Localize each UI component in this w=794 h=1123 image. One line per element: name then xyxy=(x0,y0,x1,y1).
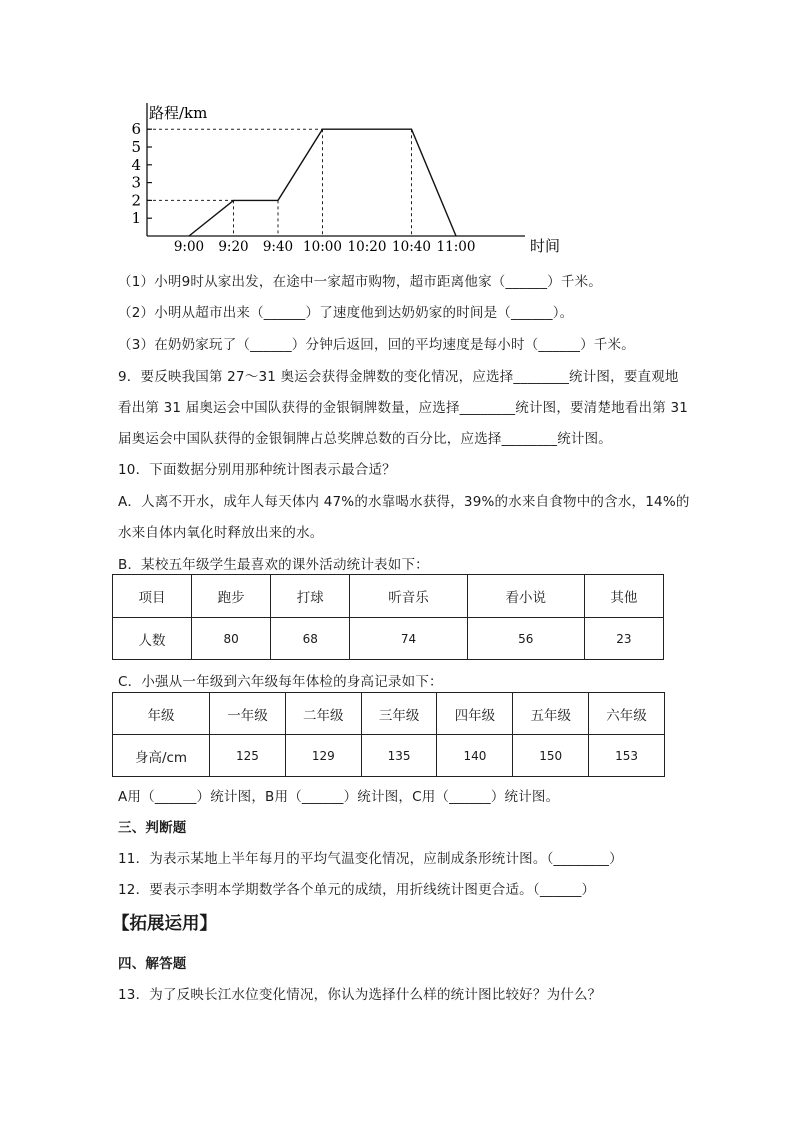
y-axis-label: 路程/km xyxy=(149,104,208,122)
q9-line3: 届奥运会中国队获得的金银铜牌占总奖牌总数的百分比，应选择________统计图。 xyxy=(118,431,612,447)
x-tick-label: 9:40 xyxy=(262,239,294,255)
table-cell: 一年级 xyxy=(210,693,286,735)
y-tick-label: 3 xyxy=(131,173,141,192)
q9-line2: 看出第 31 届奥运会中国队获得的金银铜牌数量，应选择________统计图，要清楚地看出第 31 xyxy=(118,400,689,416)
table-cell: 23 xyxy=(584,618,663,660)
x-tick-label: 10:00 xyxy=(303,239,342,255)
q9-line1: 9．要反映我国第 27～31 奥运会获得金牌数的变化情况，应选择________统计图，要直观地 xyxy=(118,369,679,385)
table-cell: 135 xyxy=(361,735,437,777)
x-tick-label: 10:40 xyxy=(392,239,431,255)
y-tick-label: 1 xyxy=(131,209,141,228)
table-cell: 二年级 xyxy=(285,693,361,735)
table-cell: 四年级 xyxy=(437,693,513,735)
table-cell: 打球 xyxy=(271,575,350,618)
table-c xyxy=(112,692,665,777)
q10-title: 10．下面数据分别用那种统计图表示最合适？ xyxy=(118,462,396,478)
q10-a-line2: 水来自体内氧化时释放出来的水。 xyxy=(118,525,324,541)
table-cell: 人数 xyxy=(113,618,192,660)
table-cell: 150 xyxy=(513,735,589,777)
table-cell: 56 xyxy=(467,618,584,660)
x-tick-label: 9:00 xyxy=(173,239,205,255)
table-cell: 68 xyxy=(271,618,350,660)
table-cell: 125 xyxy=(210,735,286,777)
x-tick-label: 10:20 xyxy=(347,239,387,255)
y-tick-label: 6 xyxy=(131,120,141,139)
table-cell: 年级 xyxy=(113,693,210,735)
table-row xyxy=(113,693,665,735)
table-cell: 看小说 xyxy=(467,575,584,618)
q8-part2: （2）小明从超市出来（______）了速度他到达奶奶家的时间是（______）。 xyxy=(118,305,574,321)
x-tick-label: 11:00 xyxy=(436,239,476,255)
table-cell: 其他 xyxy=(584,575,663,618)
table-cell: 项目 xyxy=(113,575,192,618)
q10-b: B．某校五年级学生最喜欢的课外活动统计表如下： xyxy=(118,557,429,573)
table-cell: 三年级 xyxy=(361,693,437,735)
table-cell: 跑步 xyxy=(192,575,271,618)
q8-part3: （3）在奶奶家玩了（______）分钟后返回，回的平均速度是每小时（______）千米。 xyxy=(118,337,635,353)
q10-c: C．小强从一年级到六年级每年体检的身高记录如下： xyxy=(118,674,443,690)
y-tick-label: 2 xyxy=(131,191,141,210)
table-cell: 140 xyxy=(437,735,513,777)
y-tick-label: 5 xyxy=(131,138,141,156)
extension-heading: 【拓展运用】 xyxy=(112,914,217,934)
q11: 11．为表示某地上半年每月的平均气温变化情况，应制成条形统计图。（________） xyxy=(118,851,623,867)
table-cell: 听音乐 xyxy=(350,575,467,618)
distance-time-chart xyxy=(100,95,580,260)
table-cell: 129 xyxy=(285,735,361,777)
table-cell: 身高/cm xyxy=(113,735,210,777)
section-3-title: 三、判断题 xyxy=(118,820,187,836)
table-cell: 六年级 xyxy=(589,693,665,735)
table-row xyxy=(113,575,664,618)
section-4-title: 四、解答题 xyxy=(118,956,187,972)
table-row xyxy=(113,618,664,660)
x-tick-label: 9:20 xyxy=(218,239,249,255)
q13: 13．为了反映长江水位变化情况，你认为选择什么样的统计图比较好？为什么？ xyxy=(118,987,602,1003)
table-row xyxy=(113,735,665,777)
q12: 12．要表示李明本学期数学各个单元的成绩，用折线统计图更合适。（______） xyxy=(118,882,596,898)
q10-answer: A用（______）统计图，B用（______）统计图，C用（______）统计图。 xyxy=(118,789,560,805)
y-tick-label: 4 xyxy=(131,155,141,174)
table-cell: 五年级 xyxy=(513,693,589,735)
table-cell: 74 xyxy=(350,618,467,660)
table-cell: 80 xyxy=(192,618,271,660)
x-axis-label: 时间 xyxy=(530,237,561,255)
q8-part1: （1）小明9时从家出发，在途中一家超市购物，超市距离他家（______）千米。 xyxy=(118,274,602,290)
q10-a-line1: A．人离不开水，成年人每天体内 47%的水靠喝水获得，39%的水来自食物中的含水，14%的 xyxy=(118,494,690,510)
table-b xyxy=(112,574,664,660)
table-cell: 153 xyxy=(589,735,665,777)
